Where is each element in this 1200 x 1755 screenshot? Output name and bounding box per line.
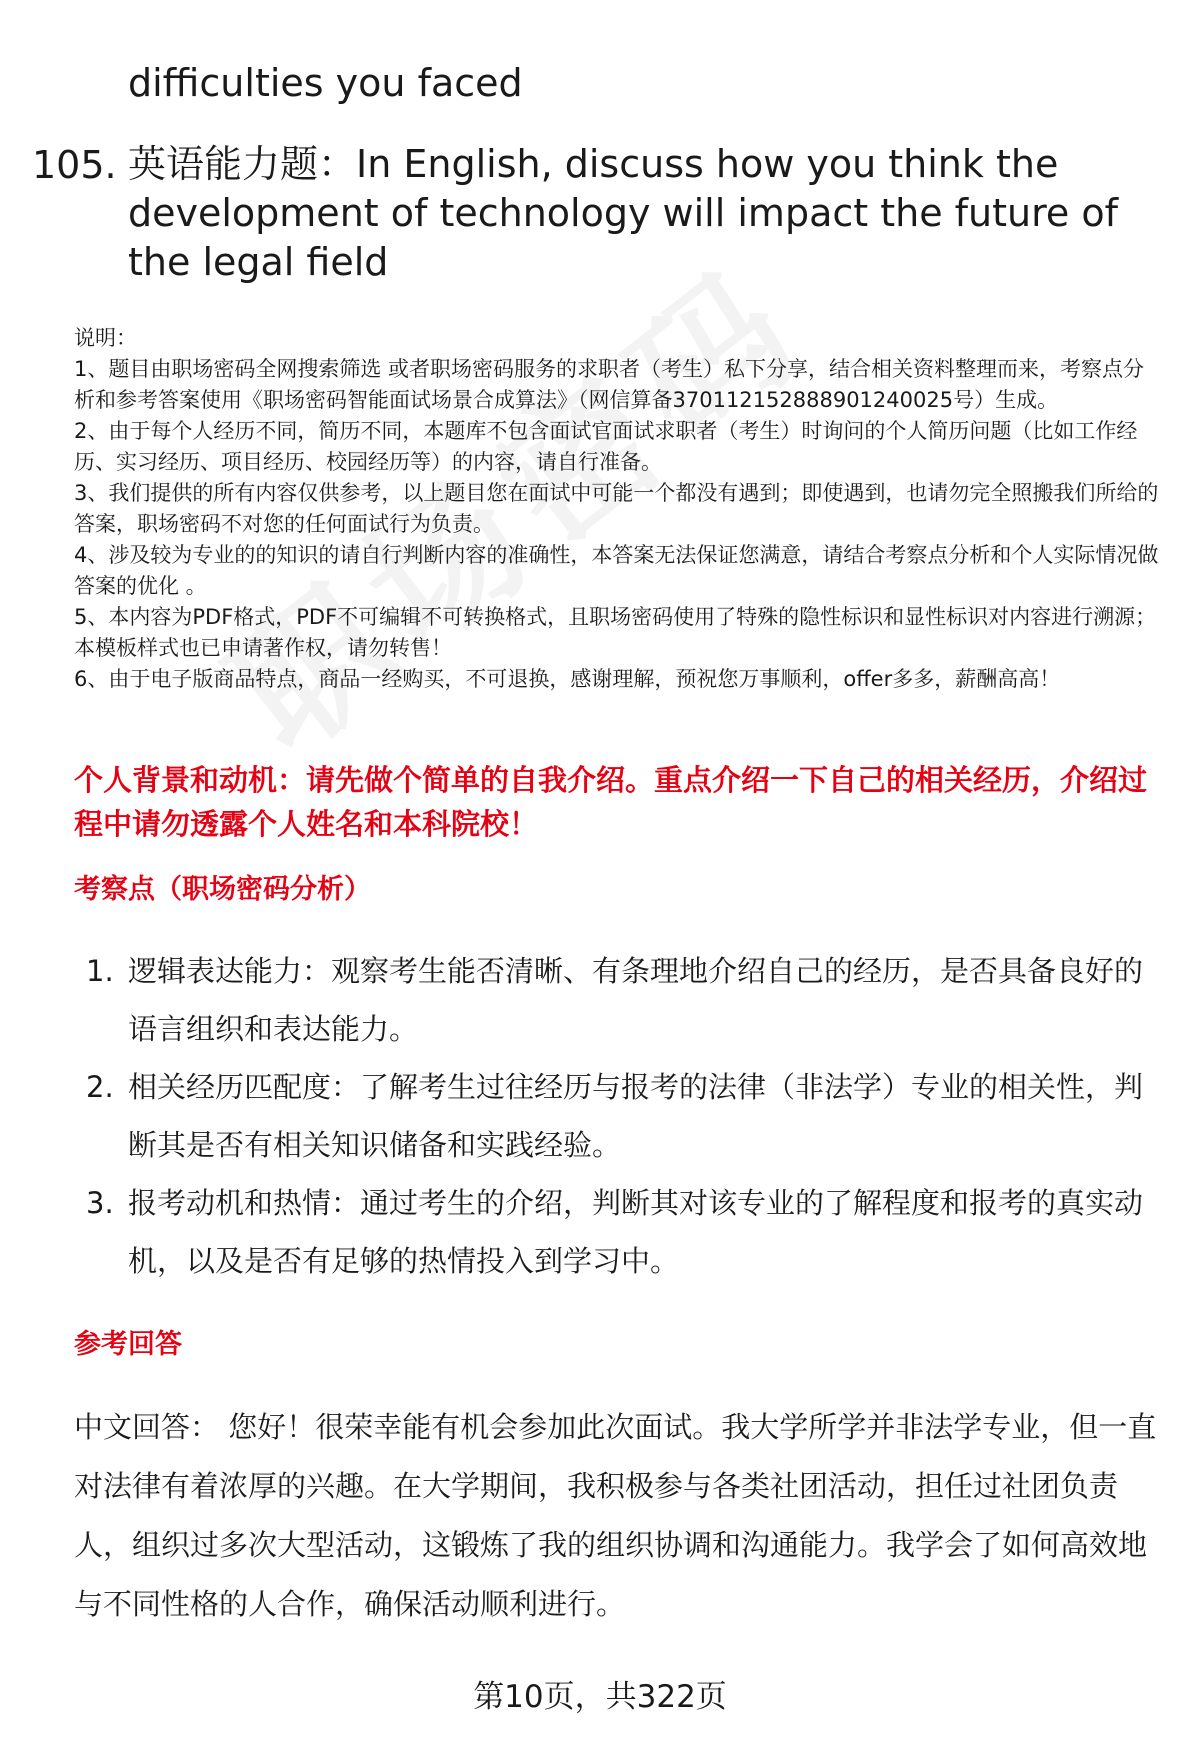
list-item (74, 1058, 1154, 1174)
notes-item: 5、本内容为PDF格式，PDF不可编辑不可转换格式，且职场密码使用了特殊的隐性标识和显性标识对内容进行溯源；本模板样式也已申请著作权，请勿转售！ (74, 605, 1157, 660)
question-105 (32, 140, 1142, 287)
page-footer: 第10页，共322页 (473, 1679, 727, 1715)
notes-item: 3、我们提供的所有内容仅供参考，以上题目您在面试中可能一个都没有遇到；即使遇到，也请勿完全照搬我们所给的答案，职场密码不对您的任何面试行为负责。 (74, 481, 1159, 536)
notes-title: 说明： (74, 326, 137, 350)
list-item-text: 报考动机和热情：通过考生的介绍，判断其对该专业的了解程度和报考的真实动机，以及是否有足够的热情投入到学习中。 (128, 1186, 1144, 1278)
list-item (74, 942, 1154, 1058)
notes-item: 2、由于每个人经历不同，简历不同，本题库不包含面试官面试求职者（考生）时询问的个人简历问题（比如工作经历、实习经历、项目经历、校园经历等）的内容，请自行准备。 (74, 419, 1138, 474)
notes-block (74, 323, 1164, 695)
list-item-index: 1. (86, 954, 114, 988)
question-text: 英语能力题：In English, discuss how you think the development of technology will impact the future of the legal field (128, 142, 1118, 284)
question-104-continuation: difficulties you faced (128, 61, 523, 105)
list-item-index: 3. (86, 1186, 114, 1220)
notes-item: 4、涉及较为专业的的知识的请自行判断内容的准确性，本答案无法保证您满意，请结合考察点分析和个人实际情况做答案的优化 。 (74, 543, 1159, 598)
answer-text: 中文回答： 您好！很荣幸能有机会参加此次面试。我大学所学并非法学专业，但一直对法律有着浓厚的兴趣。在大学期间，我积极参与各类社团活动，担任过社团负责人，组织过多次大型活动，这锻炼了我的组织协调和沟通能力。我学会了如何高效地与不同性格的人合作，确保活动顺利进行。 (74, 1410, 1157, 1621)
list-item-text: 逻辑表达能力：观察考生能否清晰、有条理地介绍自己的经历，是否具备良好的语言组织和表达能力。 (128, 954, 1144, 1046)
analysis-heading: 考察点（职场密码分析） (74, 874, 371, 905)
notes-item: 6、由于电子版商品特点，商品一经购买，不可退换，感谢理解，预祝您万事顺利，offer多多，薪酬高高！ (74, 667, 1061, 691)
answer-heading: 参考回答 (74, 1329, 182, 1360)
interview-question-heading: 个人背景和动机：请先做个简单的自我介绍。重点介绍一下自己的相关经历，介绍过程中请勿透露个人姓名和本科院校！ (74, 763, 1148, 841)
question-number: 105. (32, 143, 117, 187)
analysis-list (74, 942, 1154, 1290)
list-item (74, 1174, 1154, 1290)
list-item-text: 相关经历匹配度：了解考生过往经历与报考的法律（非法学）专业的相关性，判断其是否有相关知识储备和实践经验。 (128, 1070, 1144, 1162)
notes-item: 1、题目由职场密码全网搜索筛选 或者职场密码服务的求职者（考生）私下分享，结合相关资料整理而来，考察点分析和参考答案使用《职场密码智能面试场景合成算法》（网信算备370112152888901240025号）生成。 (74, 357, 1145, 412)
list-item-index: 2. (86, 1070, 114, 1104)
